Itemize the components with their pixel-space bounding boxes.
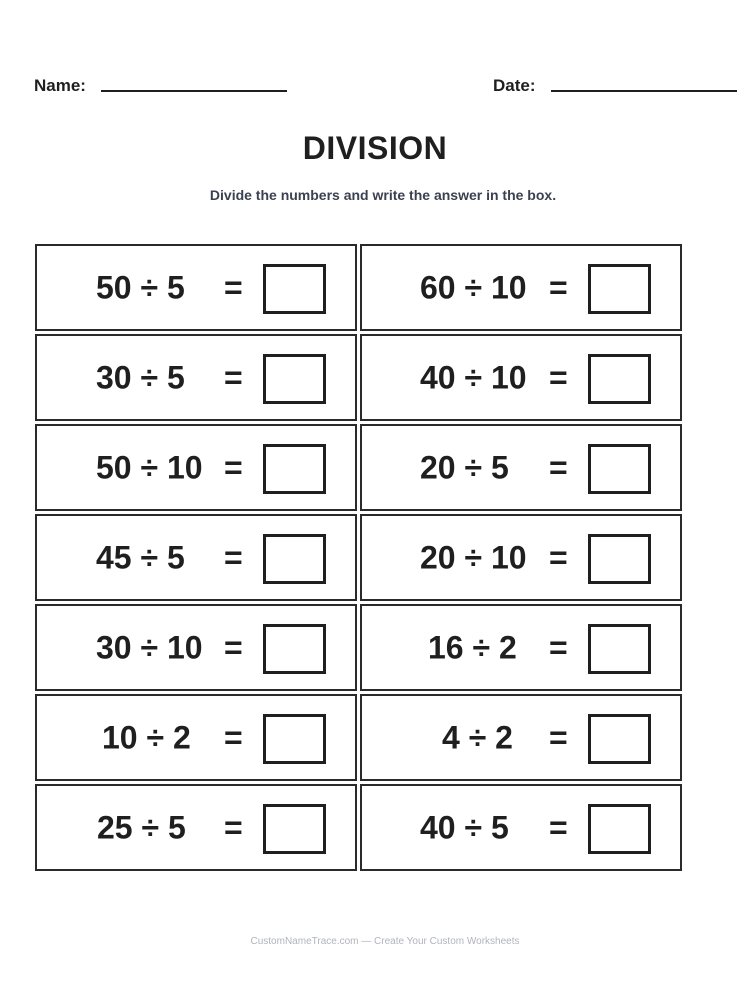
problem-cell [360, 514, 682, 601]
problem-cell [360, 604, 682, 691]
answer-box[interactable] [263, 804, 326, 854]
problem-cell [35, 244, 357, 331]
answer-box[interactable] [588, 264, 651, 314]
answer-box[interactable] [588, 444, 651, 494]
problem-expression: 10 ÷ 2 [102, 719, 191, 755]
equals-sign: = [549, 809, 568, 845]
date-label: Date: [493, 76, 536, 95]
equals-sign: = [224, 269, 243, 305]
problem-cell [360, 694, 682, 781]
equals-sign: = [224, 449, 243, 485]
problem-expression: 20 ÷ 10 [420, 539, 527, 575]
answer-box[interactable] [263, 534, 326, 584]
problem-cell [360, 334, 682, 421]
problem-cell [35, 514, 357, 601]
problem-expression: 50 ÷ 5 [96, 269, 185, 305]
answer-box[interactable] [588, 714, 651, 764]
equals-sign: = [224, 539, 243, 575]
equals-sign: = [549, 449, 568, 485]
answer-box[interactable] [588, 534, 651, 584]
footer-credit: CustomNameTrace.com — Create Your Custom Worksheets [250, 936, 520, 947]
problem-expression: 45 ÷ 5 [96, 539, 185, 575]
problem-expression: 60 ÷ 10 [420, 269, 527, 305]
problem-expression: 30 ÷ 5 [96, 359, 185, 395]
answer-box[interactable] [263, 624, 326, 674]
problem-expression: 40 ÷ 10 [420, 359, 527, 395]
date-field-line[interactable] [551, 90, 737, 92]
problem-cell [35, 784, 357, 871]
problem-expression: 40 ÷ 5 [420, 809, 509, 845]
problem-grid [35, 244, 682, 875]
problem-expression: 16 ÷ 2 [428, 629, 517, 665]
answer-box[interactable] [263, 354, 326, 404]
problem-cell [360, 244, 682, 331]
problem-expression: 20 ÷ 5 [420, 449, 509, 485]
answer-box[interactable] [588, 804, 651, 854]
problem-cell [35, 694, 357, 781]
problem-cell [360, 424, 682, 511]
equals-sign: = [224, 719, 243, 755]
equals-sign: = [549, 539, 568, 575]
answer-box[interactable] [263, 714, 326, 764]
problem-expression: 25 ÷ 5 [97, 809, 186, 845]
equals-sign: = [549, 719, 568, 755]
answer-box[interactable] [263, 264, 326, 314]
problem-cell [35, 604, 357, 691]
answer-box[interactable] [263, 444, 326, 494]
equals-sign: = [224, 809, 243, 845]
problem-cell [35, 334, 357, 421]
name-field-line[interactable] [101, 90, 287, 92]
answer-box[interactable] [588, 624, 651, 674]
problem-cell [35, 424, 357, 511]
worksheet-title: DIVISION [302, 130, 448, 166]
equals-sign: = [549, 629, 568, 665]
equals-sign: = [549, 269, 568, 305]
equals-sign: = [549, 359, 568, 395]
problem-expression: 30 ÷ 10 [96, 629, 203, 665]
problem-cell [360, 784, 682, 871]
name-label: Name: [34, 76, 86, 95]
equals-sign: = [224, 359, 243, 395]
problem-expression: 50 ÷ 10 [96, 449, 203, 485]
equals-sign: = [224, 629, 243, 665]
answer-box[interactable] [588, 354, 651, 404]
problem-expression: 4 ÷ 2 [442, 719, 513, 755]
instructions-text: Divide the numbers and write the answer in the box. [209, 187, 557, 203]
